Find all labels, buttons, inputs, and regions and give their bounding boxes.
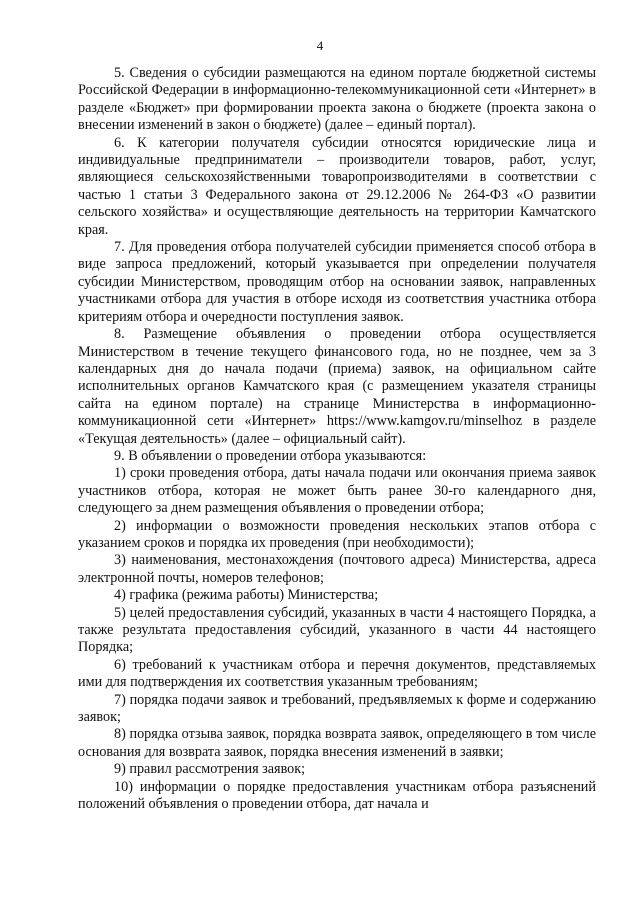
- paragraph-6-recipient-category: 6. К категории получателя субсидии относятся юридические лица и индивидуальные предприниматели – производители товаров, работ, услуг, являющиеся сельскохозяйственными товаропроизводителями в соответствии с частью 1 статьи 3 Федерального закона от 29.12.2006 № 264-ФЗ «О развитии сельского хозяйства» и осуществляющие деятельность на территории Камчатского края.: [78, 134, 596, 238]
- list-item-7: 7) порядка подачи заявок и требований, предъявляемых к форме и содержанию заявок;: [78, 691, 596, 726]
- list-item-6: 6) требований к участникам отбора и перечня документов, представляемых ими для подтверждения их соответствия указанным требованиям;: [78, 656, 596, 691]
- list-item-8: 8) порядка отзыва заявок, порядка возврата заявок, определяющего в том числе основания для возврата заявок, порядка внесения изменений в заявки;: [78, 726, 596, 760]
- list-item-3: 3) наименования, местонахождения (почтового адреса) Министерства, адреса электронной почты, номеров телефонов;: [78, 552, 596, 586]
- list-item-10: 10) информации о порядке предоставления участникам отбора разъяснений положений объявления о проведении отбора, дат начала и: [78, 778, 596, 813]
- document-body: [78, 65, 596, 813]
- paragraph-8-announcement-placement: 8. Размещение объявления о проведении отбора осуществляется Министерством в течение текущего финансового года, но не позднее, чем за 3 календарных дня до начала подачи (приема) заявок, на официальном сайте исполнительных органов Камчатского края (с размещением указателя страницы сайта на едином портале) на странице Министерства в информационно-коммуникационной сети «Интернет» https://www.kamgov.ru/minselhoz в разделе «Текущая деятельность» (далее – официальный сайт).: [78, 326, 596, 447]
- list-item-2: 2) информации о возможности проведения нескольких этапов отбора с указанием сроков и порядка их проведения (при необходимости);: [78, 517, 596, 551]
- list-item-1: 1) сроки проведения отбора, даты начала подачи или окончания приема заявок участников отбора, которая не может быть ранее 30-го календарного дня, следующего за днем размещения объявления о проведении отбора;: [78, 465, 596, 517]
- paragraph-9-announcement-contents: 9. В объявлении о проведении отбора указываются:: [114, 447, 427, 464]
- list-item-4: 4) графика (режима работы) Министерства;: [114, 587, 379, 604]
- paragraph-7-selection-method: 7. Для проведения отбора получателей субсидии применяется способ отбора в виде запроса предложений, который указывается при определении получателя субсидии Министерством, проводящим отбор на основании заявок, направленных участниками отбора для участия в отборе исходя из соответствия участника отбора критериям отбора и очередности поступления заявок.: [78, 239, 596, 325]
- list-item-5: 5) целей предоставления субсидий, указанных в части 4 настоящего Порядка, а также результата предоставления субсидий, указанного в части 44 настоящего Порядка;: [78, 604, 596, 656]
- page-number: 4: [316, 38, 324, 53]
- paragraph-5-subsidy-info: 5. Сведения о субсидии размещаются на едином портале бюджетной системы Российской Федерации в информационно-телекоммуникационной сети «Интернет» в разделе «Бюджет» при формировании проекта закона о бюджете (проекта закона о внесении изменений в закон о бюджете) (далее – единый портал).: [78, 65, 596, 134]
- list-item-9: 9) правил рассмотрения заявок;: [114, 761, 306, 778]
